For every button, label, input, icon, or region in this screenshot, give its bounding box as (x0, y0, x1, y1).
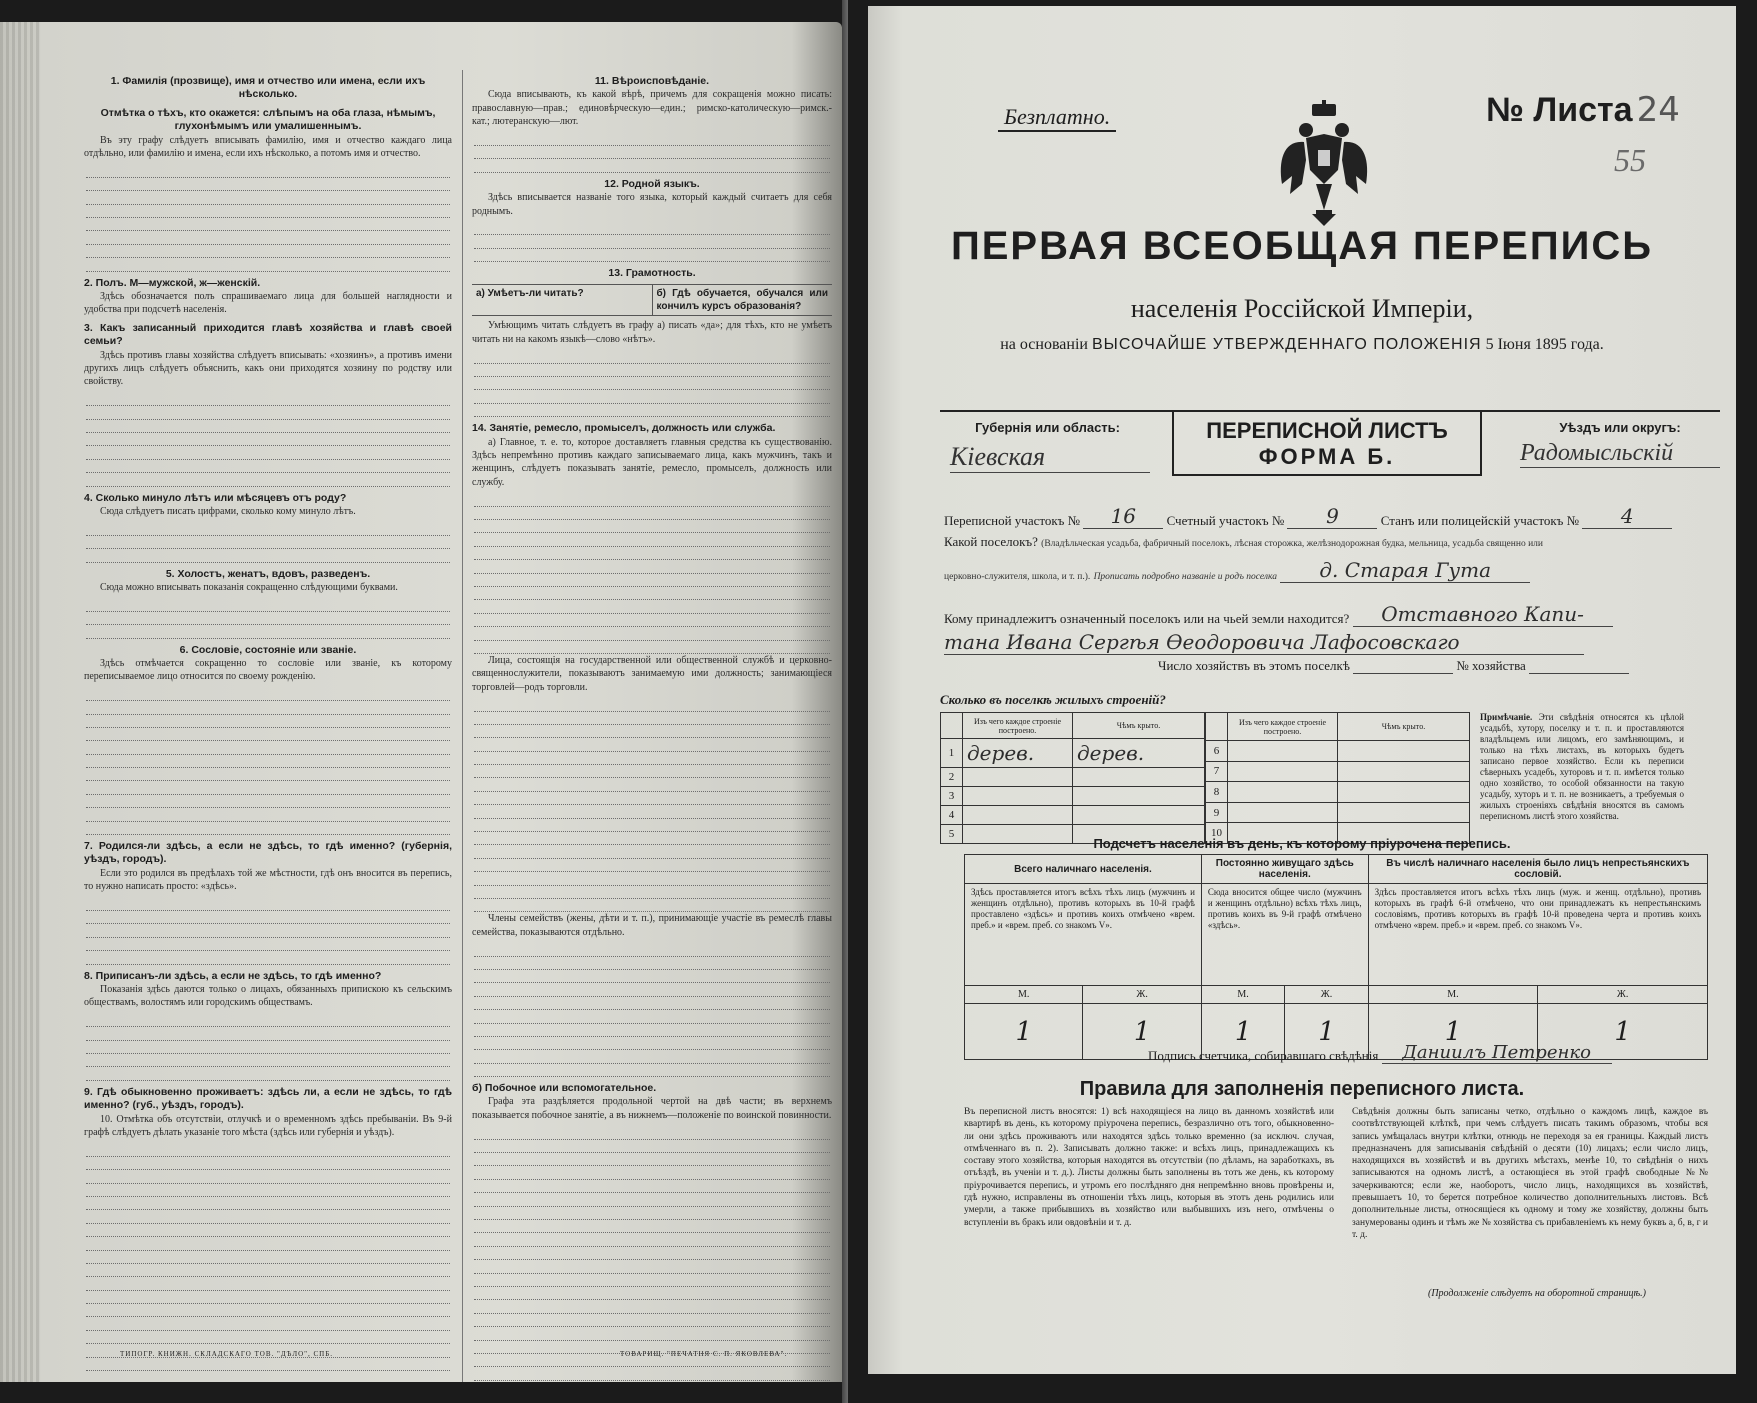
section-heading: 8. Приписанъ-ли здѣсь, а если не здѣсь, то гдѣ именно? (84, 969, 382, 982)
grammar-col-a: а) Умѣетъ-ли читать? (476, 287, 584, 299)
section-heading: б) Побочное или вспомогательное. (472, 1082, 657, 1095)
section-heading: 14. Занятіе, ремесло, промыселъ, должность или служба. (472, 422, 776, 435)
small-print-lines (472, 493, 832, 654)
small-print-lines (472, 350, 832, 417)
buildings-title: Сколько въ поселкѣ жилыхъ строеній? (940, 692, 1166, 707)
police-precinct-label: Станъ или полицейскій участокъ № (1380, 513, 1580, 528)
section-text: а) Главное, т. е. то, которое доставляетъ главныя средства къ существованію. Здѣсь непремѣнно противъ каждаго записываемаго лица, какъ мужчинъ, такъ и женщинъ, слѣдуетъ показывать занятіе, ремесло, промыселъ, должность или службу. (472, 436, 832, 488)
resident-female-count: 1 (1285, 1004, 1368, 1060)
pop-desc-present: Здѣсь проставляется итогъ всѣхъ тѣхъ лицъ (мужчинъ и женщинъ отдѣльно), противъ которыхъ въ 10-й графѣ проставлено «здѣсь» и противъ коихъ отмѣчено «врем. преб.» и «врем. преб. со знакомъ V». (965, 884, 1202, 986)
section-text: Здѣсь вписывается названіе того языка, который каждый считаетъ для себя роднымъ. (472, 192, 832, 217)
female-header: Ж. (1083, 986, 1201, 1004)
table-header-row (965, 855, 1708, 884)
table-row (941, 768, 1205, 787)
pop-header-nonpeasant: Въ числѣ наличнаго населенія было лицъ непрестьянскихъ сословій. (1368, 855, 1707, 884)
small-print-lines (472, 133, 832, 173)
subtitle: населенія Россійской Имперіи, (1130, 294, 1474, 323)
form-header (940, 410, 1720, 494)
settlement-label: Какой поселокъ? (944, 534, 1038, 549)
small-print-lines (84, 898, 452, 965)
legal-basis-caps: ВЫСОЧАЙШЕ УТВЕРЖДЕННАГО ПОЛОЖЕНІЯ (1091, 336, 1482, 353)
section-text: Если это родился въ предѣлахъ той же мѣстности, гдѣ онъ вносится въ перепись, то нужно написать просто: «здѣсь». (84, 867, 452, 893)
table-header-row (1206, 713, 1470, 741)
note-text: Эти свѣдѣнія относятся къ цѣлой усадьбѣ, хутору, поселку и т. п. и проставляются владѣльцемъ или лицомъ, его замѣняющимъ, и только на тѣхъ листахъ, въ которыхъ будетъ записано первое хозяйство. Если къ переписи сѣверныхъ усадебъ, хуторовъ и т. п. имѣется только одно хозяйство, то особой обязанности на такую усадьбу, хуторъ и т. п. не возникаетъ, а требуемыя о жилыхъ строеніяхъ свѣдѣнія вносятся въ самомъ переписномъ листѣ этого хозяйства. (1480, 712, 1685, 821)
roof-cell (1338, 741, 1470, 762)
nonpeasant-female-count: 1 (1538, 1004, 1708, 1060)
census-precinct-label: Переписной участокъ № (944, 513, 1081, 528)
roof-header: Чѣмъ крыто. (1073, 713, 1205, 739)
signature-label: Подпись счетчика, собиравшаго свѣдѣнія (1148, 1048, 1379, 1063)
sheet-number-label: № Листа (1486, 91, 1633, 129)
row-number: 3 (941, 787, 963, 806)
resident-male-count: 1 (1201, 1004, 1284, 1060)
section-text: Здѣсь противъ главы хозяйства слѣдуетъ вписывать: «хозяинъ», а противъ имени другихъ лицъ слѣдуетъ объяснить, какъ они приходятся хозяину по родству или свойству. (84, 349, 452, 388)
small-print-lines (84, 393, 452, 487)
grammar-split-header (472, 284, 832, 317)
settlement-note-2: церковно-служителя, школа, и т. п.). (944, 572, 1091, 582)
household-number-label: № хозяйства (1456, 658, 1526, 673)
free-label: Безплатно. (998, 104, 1116, 132)
printer-imprint: ТОВАРИЩ. "ПЕЧАТНЯ С. П. ЯКОВЛЕВА". (620, 1350, 788, 1358)
roof-cell (1073, 806, 1205, 825)
roof-cell (1338, 782, 1470, 803)
section-heading: 4. Сколько минуло лѣтъ или мѣсяцевъ отъ роду? (84, 491, 347, 504)
buildings-table-left (940, 712, 1205, 844)
section-text: Здѣсь обозначается полъ спрашиваемаго лица для большей наглядности и удобства при подсчетѣ населенія. (84, 290, 452, 316)
archive-folio-number: 55 (1614, 142, 1646, 178)
male-header: М. (965, 986, 1083, 1004)
material-header: Изъ чего каждое строеніе построено. (1228, 713, 1338, 741)
row-number: 1 (941, 739, 963, 768)
owner-label: Кому принадлежитъ означенный поселокъ или на чьей земли находится? (944, 611, 1350, 626)
district-value: Радомысльскій (1520, 440, 1720, 468)
section-heading: 6. Сословіе, состояніе или званіе. (179, 643, 357, 656)
material-cell (1228, 761, 1338, 782)
settlement-line (944, 534, 1543, 550)
material-header: Изъ чего каждое строеніе построено. (963, 713, 1073, 739)
small-print-lines (472, 698, 832, 912)
buildings-note (1470, 712, 1684, 844)
enumerator-signature: Даниилъ Петренко (1382, 1042, 1612, 1064)
sheet-number-value: 24 (1636, 90, 1680, 130)
row-number: 8 (1206, 782, 1228, 803)
pop-desc-resident: Сюда вносится общее число (мужчинъ и женщинъ отдѣльно) всѣхъ тѣхъ лицъ, противъ коихъ въ 9-й графѣ отмѣчено «здѣсь». (1201, 884, 1368, 986)
small-print-lines (472, 1126, 832, 1382)
row-number: 5 (941, 825, 963, 844)
section-text: Сюда вписывають, къ какой вѣрѣ, причемъ для сокращенія можно писать: православную—прав.; единовѣрческую—един.; римско-католическую—римск.-кат.; лютеранскую—лют. (472, 89, 832, 128)
page-title: ПЕРВАЯ ВСЕОБЩАЯ ПЕРЕПИСЬ (951, 224, 1653, 268)
section-heading: 7. Родился-ли здѣсь, а если не здѣсь, то гдѣ именно? (губернія, уѣздъ, городъ). (84, 840, 452, 866)
rules-text-left: Въ переписной листъ вносятся: 1) всѣ находящіеся на лицо въ данномъ хозяйствѣ или квартирѣ въ день, къ которому пріурочена перепись, безразлично отъ того, обыкновенно-ли они здѣсь проживаютъ или находятся здѣсь только временно (за исключ. случая, отмѣченнаго въ п. 2). Записывать должно также: и всѣхъ лицъ, принадлежащихъ къ составу этого хозяйства, которыя находятся въ отсутствіи (по дѣламъ, на заработкахъ, въ отъѣздѣ, въ ученіи и т. д.). Листы должны быть заполнены въ тотъ же день, къ которому пріурочивается перепись, и утромъ его послѣдняго дня непремѣнно вновь провѣрены и, гдѣ нужно, исправлены въ отношеніи тѣхъ лицъ, которыя въ этотъ день родились или умерли, а также прибывшихъ въ хозяйство или выбывшихъ изъ него, отмѣчены о вступленіи въ бракъ или овдовѣніи и т. д. (964, 1107, 1334, 1228)
section-text: Лица, состоящія на государственной или общественной службѣ и церковно-священнослужители, показываютъ занимаемую ими должность; занимающіеся торговлей—родъ торговли. (472, 654, 832, 693)
present-female-count: 1 (1083, 1004, 1201, 1060)
small-print-lines (472, 943, 832, 1077)
owner-line-2 (944, 630, 1584, 655)
table-row (941, 787, 1205, 806)
double-headed-eagle-icon (1276, 100, 1372, 230)
row-number: 4 (941, 806, 963, 825)
section-heading: 3. Какъ записанный приходится главѣ хозяйства и главѣ своей семьи? (84, 321, 452, 348)
material-cell (963, 768, 1073, 787)
household-number-blank (1529, 673, 1629, 674)
census-precinct-value: 16 (1083, 504, 1163, 529)
form-type: ФОРМА Б. (1258, 444, 1396, 469)
roof-cell (1338, 761, 1470, 782)
district-label: Уѣздъ или округъ: (1559, 420, 1681, 435)
section-text: Сюда можно вписывать показанія сокращенно слѣдующими буквами. (100, 581, 398, 593)
female-header: Ж. (1538, 986, 1708, 1004)
count-precinct-value: 9 (1287, 504, 1377, 529)
small-print-lines (84, 1014, 452, 1081)
enumerator-signature-line (1148, 1042, 1612, 1064)
male-header: М. (1368, 986, 1538, 1004)
settlement-value: д. Старая Гута (1280, 558, 1530, 583)
table-row (941, 806, 1205, 825)
section-heading: Отмѣтка о тѣхъ, кто окажется: слѣпымъ на оба глаза, нѣмымъ, глухонѣмымъ или умалишеннымъ. (100, 106, 436, 133)
households-line (1158, 658, 1629, 674)
female-header: Ж. (1285, 986, 1368, 1004)
pop-header-present: Всего наличнаго населенія. (965, 855, 1202, 884)
small-print-lines (84, 688, 452, 835)
small-print-lines (472, 222, 832, 262)
province-value: Кіевская (950, 442, 1150, 473)
table-header-row (941, 713, 1205, 739)
small-print-lines (84, 522, 452, 562)
province-label: Губернія или область: (975, 420, 1120, 435)
police-precinct-value: 4 (1582, 504, 1672, 529)
table-row (941, 739, 1205, 768)
section-text: Сюда слѣдуетъ писать цифрами, сколько кому минуло лѣтъ. (100, 505, 356, 517)
rules-title: Правила для заполненія переписного листа. (1079, 1078, 1525, 1100)
section-text: Умѣющимъ читать слѣдуетъ въ графу а) писать «да»; для тѣхъ, кто не умѣетъ читать ни на какомъ языкѣ—слово «нѣтъ». (472, 320, 832, 345)
rules-text-right: Свѣдѣнія должны быть записаны четко, отдѣльно о каждомъ лицѣ, каждое въ соотвѣтствующей клѣткѣ, при чемъ слѣдуетъ писать такимъ образомъ, чтобы вся запись умѣщалась внутри клѣтки, отнюдь не переходя за ея границы. Каждый листъ предназначенъ для записыванія свѣдѣній о десяти (10) лицахъ; если число лицъ, находящихся въ хозяйствѣ и въ другихъ мѣстахъ, менѣе 10, то свѣдѣнія о нихъ записываются на одномъ листѣ, а остающіеся въ этой графѣ свободные №№ зачеркиваются; если же, наоборотъ, число лицъ, находящихся въ хозяйствѣ, превышаетъ 10, то берется потребное количество дополнительныхъ листовъ. Всѣ дополнительные листы, относящіеся къ одному и тому же хозяйству, должны быть занумерованы одинъ и тѣмъ же № хозяйства съ прибавленіемъ къ нему буквъ а, б, в, г и т. д. (1352, 1107, 1708, 1240)
population-count-title: Подсчетъ населенія въ день, къ которому пріурочена перепись. (1093, 836, 1511, 851)
roof-cell (1073, 768, 1205, 787)
table-row (1206, 761, 1470, 782)
households-label: Число хозяйствъ въ этомъ поселкѣ (1158, 658, 1350, 673)
right-page (848, 0, 1757, 1403)
sheet-number (1486, 90, 1680, 130)
section-heading: 13. Грамотность. (608, 267, 696, 280)
census-form-sheet (868, 6, 1736, 1374)
present-male-count: 1 (965, 1004, 1083, 1060)
legal-basis (868, 336, 1736, 354)
note-title: Примѣчаніе. (1480, 712, 1533, 722)
section-heading: 2. Полъ. М—мужской, ж—женскій. (84, 276, 261, 289)
table-row (965, 986, 1708, 1004)
form-title-box (1172, 410, 1482, 476)
section-heading: 5. Холостъ, женатъ, вдовъ, разведенъ. (165, 567, 371, 580)
settlement-note: (Владѣльческая усадьба, фабричный поселокъ, лѣсная сторожка, желѣзнодорожная будка, мельница, усадьба священно или (1041, 539, 1543, 549)
households-blank (1353, 673, 1453, 674)
section-text: Въ эту графу слѣдуетъ вписывать фамилію, имя и отчество каждаго лица отдѣльно, или фамилію и имена, если ихъ нѣсколько, а потомъ имя и отчество. (84, 134, 452, 160)
left-page (0, 22, 842, 1382)
section-text: Члены семействъ (жены, дѣти и т. п.), принимающіе участіе въ ремеслѣ главы семейства, показываются отдѣльно. (472, 913, 832, 938)
instructions-column-2 (462, 70, 832, 1382)
owner-line (944, 602, 1613, 627)
population-count-table (964, 854, 1708, 1060)
table-row (1206, 802, 1470, 823)
table-row (965, 884, 1708, 986)
settlement-note-3: Прописать подробно названіе и родъ поселка (1093, 572, 1277, 582)
row-number: 2 (941, 768, 963, 787)
owner-value-1: Отставного Капи- (1353, 602, 1613, 627)
section-text: Здѣсь отмѣчается сокращенно то сословіе или званіе, къ которому переписываемое лицо относится по своему рожденію. (84, 657, 452, 683)
continuation-note: (Продолженіе слѣдуетъ на оборотной страницѣ.) (1428, 1288, 1646, 1299)
row-number: 6 (1206, 741, 1228, 762)
table-row (1206, 782, 1470, 803)
section-heading: 11. Вѣроисповѣданіе. (594, 75, 710, 87)
material-cell: дерев. (963, 739, 1073, 768)
section-text: 10. Отмѣтка объ отсутствіи, отлучкѣ и о временномъ здѣсь пребываніи. Въ 9-й графѣ слѣдуетъ дѣлать указаніе того мѣста (здѣсь или губернія и уѣздъ). (84, 1113, 452, 1138)
male-header: М. (1201, 986, 1284, 1004)
no-header (1206, 713, 1228, 741)
row-number: 7 (1206, 761, 1228, 782)
legal-basis-a: на основаніи (1000, 336, 1088, 353)
small-print-lines (84, 164, 452, 271)
material-cell (1228, 802, 1338, 823)
settlement-line-2 (944, 558, 1530, 583)
section-heading: 12. Родной языкъ. (604, 177, 700, 190)
row-number: 9 (1206, 802, 1228, 823)
owner-value-2: тана Ивана Сергѣя Өеодоровича Лафосовскаго (944, 630, 1584, 655)
grammar-col-b: б) Гдѣ обучается, обучался или кончилъ курсъ образованія? (652, 285, 833, 316)
buildings-wrap (940, 712, 1720, 844)
small-print-lines (84, 598, 452, 638)
roof-cell (1338, 802, 1470, 823)
page-edges (0, 22, 40, 1382)
section-text: Показанія здѣсь даются только о лицахъ, обязанныхъ припискою къ сельскимъ обществамъ, волостямъ или городскимъ обществамъ. (84, 984, 452, 1009)
buildings-section (940, 692, 1720, 844)
section-text: Графа эта раздѣляется продольной чертой на двѣ части; въ верхнемъ показывается побочное занятіе, а въ нижнемъ—положеніе по воинской повинности. (472, 1096, 832, 1121)
buildings-table-right (1205, 712, 1470, 844)
no-header (941, 713, 963, 739)
material-cell (963, 787, 1073, 806)
row-number: 10 (1206, 823, 1228, 844)
count-precinct-label: Счетный участокъ № (1166, 513, 1285, 528)
material-cell (963, 806, 1073, 825)
precinct-line (944, 504, 1672, 529)
pop-desc-nonpeasant: Здѣсь проставляется итогъ всѣхъ тѣхъ лицъ (муж. и женщ. отдѣльно), противъ которыхъ въ графѣ 6-й отмѣчено, что они принадлежатъ къ непрестьянскимъ сословіямъ, противъ которыхъ въ графѣ 10-й проведена черта и противъ коихъ отмѣчено «врем. преб.» и «врем. преб. со знакомъ V». (1368, 884, 1707, 986)
form-title: ПЕРЕПИСНОЙ ЛИСТЪ (1206, 418, 1448, 443)
table-row (1206, 741, 1470, 762)
legal-basis-b: 5 Іюня 1895 года. (1485, 336, 1604, 353)
roof-cell (1073, 787, 1205, 806)
material-cell (1228, 782, 1338, 803)
section-heading: 1. Фамилія (прозвище), имя и отчество или имена, если ихъ нѣсколько. (110, 75, 426, 101)
section-heading: 9. Гдѣ обыкновенно проживаетъ: здѣсь ли, а если не здѣсь, то гдѣ именно? (губ., уѣздъ, городъ). (84, 1085, 452, 1112)
instructions-column-1 (84, 70, 452, 1382)
roof-cell: дерев. (1073, 739, 1205, 768)
roof-header: Чѣмъ крыто. (1338, 713, 1470, 741)
small-print-lines (84, 1143, 452, 1382)
printer-imprint: ТИПОГР. КНИЖН. СКЛАДСКАГО ТОВ. "ДѢЛО", СПБ. (120, 1350, 333, 1358)
pop-header-resident: Постоянно живущаго здѣсь населенія. (1201, 855, 1368, 884)
nonpeasant-male-count: 1 (1368, 1004, 1538, 1060)
material-cell (1228, 741, 1338, 762)
